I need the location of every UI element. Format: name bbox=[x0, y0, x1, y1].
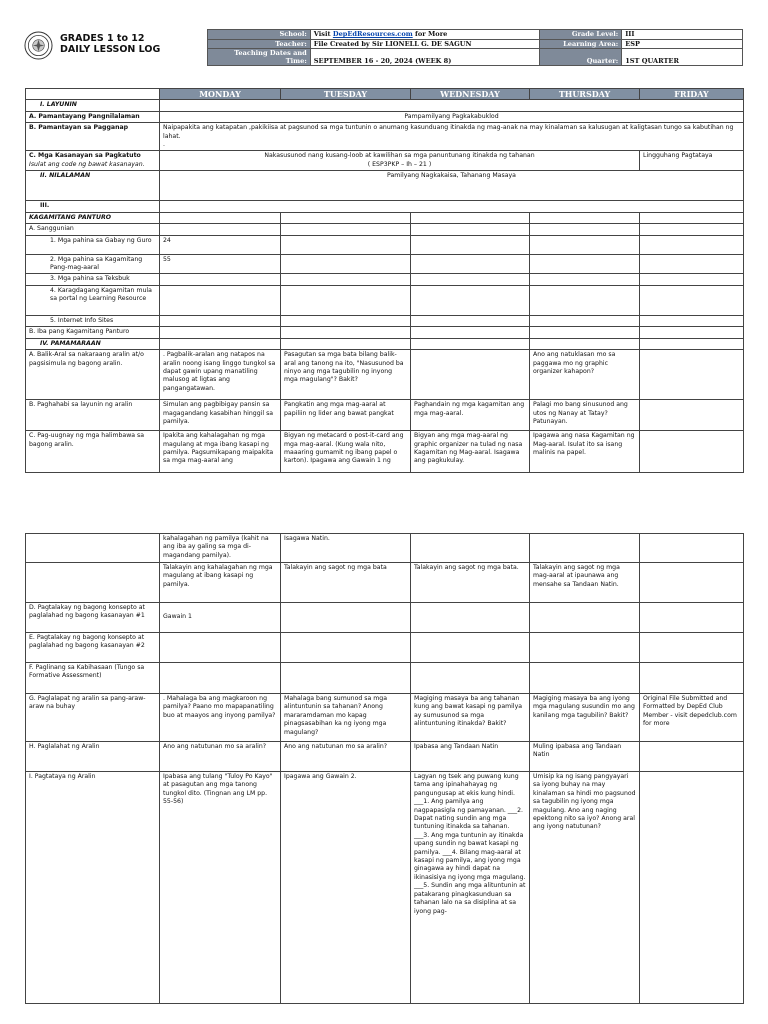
row-paglinang: F. Paglinang sa Kabihasaan (Tungo sa Formative Assessment) bbox=[26, 663, 160, 694]
pag-uugnay-thursday: Ipagawa ang nasa Kagamitan ng Mag-aaral. Isulat ito sa isang malinis na papel. bbox=[530, 431, 640, 473]
day-wednesday: WEDNESDAY bbox=[411, 89, 530, 100]
row-pagtalakay-1: D. Pagtalakay ng bagong konsepto at paglalahad ng bagong kasanayan #1 bbox=[26, 603, 160, 633]
day-tuesday: TUESDAY bbox=[281, 89, 411, 100]
row-pamantayang-pangnilalaman: A. Pamantayang Pangnilalaman bbox=[26, 111, 160, 122]
quarter-value: 1ST QUARTER bbox=[622, 49, 743, 66]
row-iii: III. bbox=[26, 201, 160, 212]
learning-area-value: ESP bbox=[622, 39, 743, 49]
lesson-log-table-page2 bbox=[25, 533, 744, 1004]
row-layunin: I. LAYUNIN bbox=[26, 100, 160, 111]
paglalapat-monday: . Mahalaga ba ang magkaroon ng pamilya? Paano mo mapapanatiling buo at maayos ang inyong pamilya? bbox=[160, 694, 281, 742]
lesson-log-table-page1 bbox=[25, 88, 744, 473]
kasanayan-friday: Lingguhang Pagtataya bbox=[640, 151, 744, 171]
school-value: Visit DepEdResources.com for More bbox=[310, 30, 540, 40]
pamantayan-sa-pagganap-value: Naipapakita ang katapatan ,pakikiisa at pagsunod sa mga tuntunin o anumang kasunduang itinakda ng mag-anak na may kinalaman sa kalusugan at kaligtasan tungo sa kabutihan ng lahat. . bbox=[160, 123, 744, 151]
quarter-label: Quarter: bbox=[540, 49, 622, 66]
day-thursday: THURSDAY bbox=[530, 89, 640, 100]
talakayin-thursday: Talakayin ang sagot ng mga mag-aaral at ipaunawa ang mensahe sa Tandaan Natin. bbox=[530, 563, 640, 603]
pag-uugnay-tuesday-cont: Isagawa Natin. bbox=[281, 534, 411, 563]
row-kasanayan: C. Mga Kasanayan sa Pagkatuto Isulat ang code ng bawat kasanayan. bbox=[26, 151, 160, 171]
paghahabi-tuesday: Pangkatin ang mga mag-aaral at papiliin ng lider ang bawat pangkat bbox=[281, 400, 411, 431]
grade-level-label: Grade Level: bbox=[540, 30, 622, 40]
row-paglalahat: H. Paglalahat ng Aralin bbox=[26, 742, 160, 772]
day-monday: MONDAY bbox=[160, 89, 281, 100]
paglalapat-friday: Original File Submitted and Formatted by DepEd Club Member - visit depedclub.com for more bbox=[640, 694, 744, 742]
row-teksbuk: 3. Mga pahina sa Teksbuk bbox=[26, 274, 160, 285]
paglalahat-wednesday: Ipabasa ang Tandaan Natin bbox=[411, 742, 530, 772]
kasanayan-value: Nakasusunod nang kusang-loob at kawilihan sa mga panuntunang itinakda ng tahanan ( ESP3PKP – Ih – 21 ) bbox=[160, 151, 640, 171]
deped-seal-icon bbox=[24, 31, 53, 60]
row-pagtalakay-2: E. Pagtalakay ng bagong konsepto at paglalahad ng bagong kasanayan #2 bbox=[26, 633, 160, 663]
row-pagtataya: I. Pagtataya ng Aralin bbox=[26, 772, 160, 1004]
dates-label: Teaching Dates and Time: bbox=[208, 49, 311, 66]
paghahabi-thursday: Palagi mo bang sinusunod ang utos ng Nanay at Tatay? Patunayan. bbox=[530, 400, 640, 431]
grade-level-value: III bbox=[622, 30, 743, 40]
row-pag-uugnay: C. Pag-uugnay ng mga halimbawa sa bagong aralin. bbox=[26, 431, 160, 473]
paglalahat-thursday: Muling ipabasa ang Tandaan Natin bbox=[530, 742, 640, 772]
pag-uugnay-monday-cont: kahalagahan ng pamilya (kahit na ang iba ay galing sa mga di-magandang pamilya). bbox=[160, 534, 281, 563]
balik-aral-monday: . Pagbalik-aralan ang natapos na aralin noong isang linggo tungkol sa dapat gawin upang manatiling malusog at ligtas ang pangangatawan. bbox=[160, 350, 281, 400]
paghahabi-wednesday: Paghandain ng mga kagamitan ang mga mag-aaral. bbox=[411, 400, 530, 431]
document-title bbox=[60, 33, 160, 55]
kagamitang-pang-monday: 55 bbox=[160, 254, 281, 274]
teacher-value: File Created by Sir LIONELL G. DE SAGUN bbox=[310, 39, 540, 49]
pag-uugnay-monday: Ipakita ang kahalagahan ng mga magulang at mga ibang kasapi ng pamilya. Pagsumikapang maipakita sa mga mag-aaral ang bbox=[160, 431, 281, 473]
paglalahat-tuesday: Ano ang natutunan mo sa aralin? bbox=[281, 742, 411, 772]
row-paghahabi: B. Paghahabi sa layunin ng aralin bbox=[26, 400, 160, 431]
deped-resources-link[interactable]: DepEdResources.com bbox=[332, 30, 413, 39]
balik-aral-tuesday: Pasagutan sa mga bata bilang balik-aral ang tanong na ito, "Nasusunod ba ninyo ang mga tagubilin ng inyong mga magulang"? Bakit? bbox=[281, 350, 411, 400]
nilalaman-value: Pamilyang Nagkakaisa, Tahanang Masaya bbox=[160, 171, 744, 201]
row-iba-pang-kagamitan: B. Iba pang Kagamitang Panturo bbox=[26, 327, 160, 338]
row-gabay-ng-guro: 1. Mga pahina sa Gabay ng Guro bbox=[26, 235, 160, 254]
row-sanggunian: A. Sanggunian bbox=[26, 224, 160, 235]
paglalapat-thursday: Magiging masaya ba ang iyong mga magulang susundin mo ang kanilang mga tagubilin? Bakit? bbox=[530, 694, 640, 742]
paglalapat-tuesday: Mahalaga bang sumunod sa mga alintuntunin sa tahanan? Anong mararamdaman mo kapag pinagsasabihan ka ng iyong mga magulang? bbox=[281, 694, 411, 742]
title-line-2: DAILY LESSON LOG bbox=[60, 44, 161, 55]
row-karagdagang-kagamitan: 4. Karagdagang Kagamitan mula sa portal ng Learning Resource bbox=[26, 285, 160, 315]
header-info-table bbox=[207, 29, 743, 66]
day-friday: FRIDAY bbox=[640, 89, 744, 100]
learning-area-label: Learning Area: bbox=[540, 39, 622, 49]
pagtataya-tuesday: Ipagawa ang Gawain 2. bbox=[281, 772, 411, 1004]
blank-header bbox=[26, 89, 160, 100]
row-kagamitang-panturo: KAGAMITANG PANTURO bbox=[26, 212, 160, 223]
row-internet-info-sites: 5. Internet Info Sites bbox=[26, 315, 160, 326]
balik-aral-thursday: Ano ang natuklasan mo sa paggawa mo ng graphic organizer kahapon? bbox=[530, 350, 640, 400]
talakayin-tuesday: Talakayin ang sagot ng mga bata bbox=[281, 563, 411, 603]
talakayin-wednesday: Talakayin ang sagot ng mga bata. bbox=[411, 563, 530, 603]
gabay-monday: 24 bbox=[160, 235, 281, 254]
row-balik-aral: A. Balik-Aral sa nakaraang aralin at/o pagsisimula ng bagong aralin. bbox=[26, 350, 160, 400]
pamantayang-pangnilalaman-value: Pampamilyang Pagkakabuklod bbox=[160, 111, 744, 122]
dates-value: SEPTEMBER 16 - 20, 2024 (WEEK 8) bbox=[310, 49, 540, 66]
school-label: School: bbox=[208, 30, 311, 40]
row-paglalapat: G. Paglalapat ng aralin sa pang-araw-araw na buhay bbox=[26, 694, 160, 742]
pagtataya-thursday: Umisip ka ng isang pangyayari sa iyong buhay na may kinalaman sa hindi mo pagsunod sa tagubilin ng iyong mga magulang. Ano ang naging epektong nito sa iyo? Anong aral ang iyong natutunan? bbox=[530, 772, 640, 1004]
paghahabi-monday: Simulan ang pagbibigay pansin sa magagandang kasabihan hinggil sa pamilya. bbox=[160, 400, 281, 431]
talakayin-monday: Talakayin ang kahalagahan ng mga magulang at ibang kasapi ng pamilya. bbox=[160, 563, 281, 603]
pag-uugnay-tuesday: Bigyan ng metacard o post-it-card ang mga mag-aaral. (Kung wala nito, maaaring gumamit ng ibang papel o karton). Ipagawa ang Gawain 1 ng bbox=[281, 431, 411, 473]
pag-uugnay-wednesday: Bigyan ang mga mag-aaral ng graphic organizer na tulad ng nasa Kagamitan ng Mag-aaral. Isagawa ang pagkukulay. bbox=[411, 431, 530, 473]
pagtalakay-1-monday: Gawain 1 bbox=[160, 603, 281, 633]
row-pamamaraan: IV. PAMAMARAAN bbox=[26, 338, 160, 349]
pagtataya-monday: Ipabasa ang tulang "Tuloy Po Kayo" at pasagutan ang mga tanong tungkol dito. (Tingnan ang LM pp. 55-56) bbox=[160, 772, 281, 1004]
pagtataya-wednesday: Lagyan ng tsek ang puwang kung tama ang ipinahahayag ng pangungusap at ekis kung hindi. ___1. Ang pamilya ang nagpapasigla ng pamayanan. ___2. Dapat nating sundin ang mga tuntuning itinakda sa tahanan. ___3. Ang mga tuntunin ay itinakda upang sundin ng bawat kasapi ng pamilya. ___4. Bilang mag-aaral at kasapi ng pamilya, ang iyong mga ginagawa ay hindi dapat na ikinasisiya ng iyong mga magulang. ___5. Sundin ang mga alituntunin at patakarang pinagkasunduan sa tahanan lalo na sa disiplina at sa iyong pag- bbox=[411, 772, 530, 1004]
row-pamantayan-sa-pagganap: B. Pamantayan sa Pagganap bbox=[26, 123, 160, 151]
row-kagamitang-pang-mag-aaral: 2. Mga pahina sa Kagamitang Pang-mag-aaral bbox=[26, 254, 160, 274]
title-line-1: GRADES 1 to 12 bbox=[60, 33, 145, 44]
row-nilalaman: II. NILALAMAN bbox=[26, 171, 160, 201]
teacher-label: Teacher: bbox=[208, 39, 311, 49]
paglalahat-monday: Ano ang natutunan mo sa aralin? bbox=[160, 742, 281, 772]
paglalapat-wednesday: Magiging masaya ba ang tahanan kung ang bawat kasapi ng pamilya ay sumusunod sa mga alintuntuning itinakda? Bakit? bbox=[411, 694, 530, 742]
